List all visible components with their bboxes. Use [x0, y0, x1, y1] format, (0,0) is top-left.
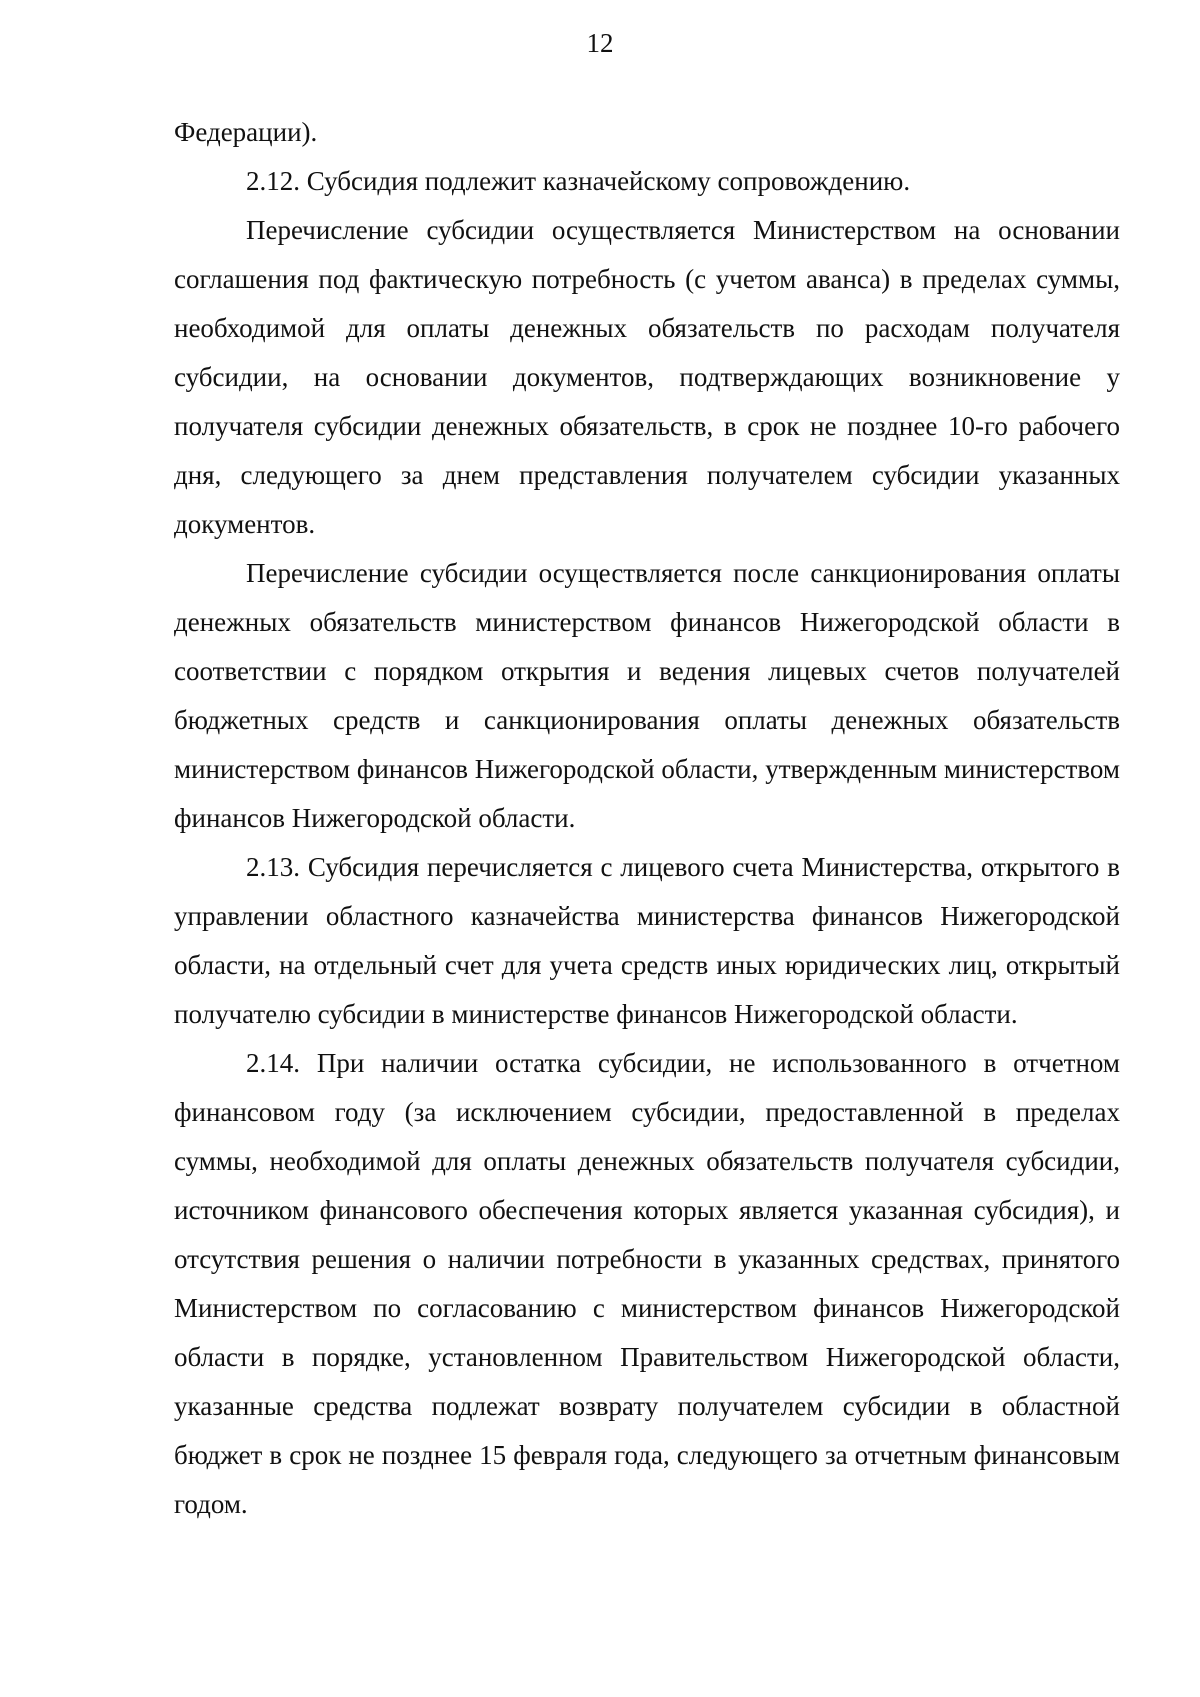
paragraph-continuation: Федерации). — [174, 117, 318, 147]
page-number: 12 — [586, 28, 614, 58]
paragraph-2-14: 2.14. При наличии остатка субсидии, не использованного в отчетном финансовом году (за исключением субсидии, предоставленной в пределах суммы, необходимой для оплаты денежных обязательств получателя субсидии, источником финансового обеспечения которых является указанная субсидия), и отсутствия решения о наличии потребности в указанных средствах, принятого Министерством по согласованию с министерством финансов Нижегородской области в порядке, установленном Правительством Нижегородской области, указанные средства подлежат возврату получателем субсидии в областной бюджет в срок не позднее 15 февраля года, следующего за отчетным финансовым годом. — [174, 1048, 1120, 1519]
paragraph-transfer-basis: Перечисление субсидии осуществляется Министерством на основании соглашения под фактическую потребность (с учетом аванса) в пределах суммы, необходимой для оплаты денежных обязательств по расходам получателя субсидии, на основании документов, подтверждающих возникновение у получателя субсидии денежных обязательств, в срок не позднее 10-го рабочего дня, следующего за днем представления получателем субсидии указанных документов. — [174, 215, 1120, 539]
document-body — [174, 108, 1120, 1529]
paragraph-2-12: 2.12. Субсидия подлежит казначейскому сопровождению. — [246, 166, 911, 196]
paragraph-transfer-sanction: Перечисление субсидии осуществляется после санкционирования оплаты денежных обязательств министерством финансов Нижегородской области в соответствии с порядком открытия и ведения лицевых счетов получателей бюджетных средств и санкционирования оплаты денежных обязательств министерством финансов Нижегородской области, утвержденным министерством финансов Нижегородской области. — [174, 558, 1120, 833]
paragraph-2-13: 2.13. Субсидия перечисляется с лицевого счета Министерства, открытого в управлении областного казначейства министерства финансов Нижегородской области, на отдельный счет для учета средств иных юридических лиц, открытый получателю субсидии в министерстве финансов Нижегородской области. — [174, 852, 1120, 1029]
